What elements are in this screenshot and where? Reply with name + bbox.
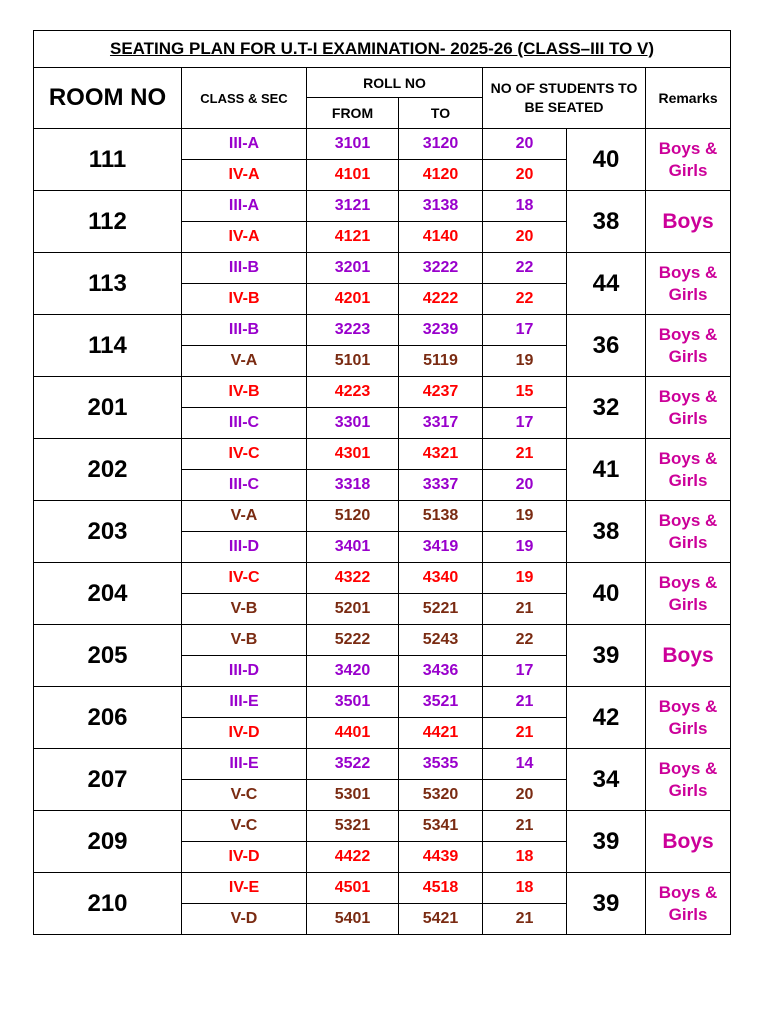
- header-no-of-students: NO OF STUDENTS TO BE SEATED: [483, 68, 646, 129]
- roll-from: 4301: [307, 439, 399, 470]
- roll-to: 4421: [399, 718, 483, 749]
- student-count: 20: [483, 129, 567, 160]
- room-remarks: Boys & Girls: [646, 253, 731, 315]
- roll-to: 4120: [399, 160, 483, 191]
- student-count: 20: [483, 222, 567, 253]
- room-remarks: Boys & Girls: [646, 315, 731, 377]
- roll-to: 4340: [399, 563, 483, 594]
- student-count: 19: [483, 563, 567, 594]
- roll-to: 5320: [399, 780, 483, 811]
- class-section: V-D: [182, 904, 307, 935]
- roll-from: 3223: [307, 315, 399, 346]
- student-count: 21: [483, 718, 567, 749]
- roll-from: 5321: [307, 811, 399, 842]
- class-section: III-E: [182, 749, 307, 780]
- title-row: [34, 31, 731, 68]
- class-section: IV-B: [182, 284, 307, 315]
- seating-plan-table: [33, 30, 731, 935]
- student-count: 17: [483, 315, 567, 346]
- room-remarks: Boys & Girls: [646, 439, 731, 501]
- student-count: 21: [483, 811, 567, 842]
- student-count: 15: [483, 377, 567, 408]
- roll-from: 3201: [307, 253, 399, 284]
- class-section: III-B: [182, 315, 307, 346]
- table-row: [34, 873, 731, 904]
- roll-to: 4321: [399, 439, 483, 470]
- roll-to: 5341: [399, 811, 483, 842]
- roll-to: 3120: [399, 129, 483, 160]
- table-row: [34, 749, 731, 780]
- roll-to: 5243: [399, 625, 483, 656]
- room-number: 206: [34, 687, 182, 749]
- roll-from: 4401: [307, 718, 399, 749]
- roll-from: 3501: [307, 687, 399, 718]
- room-remarks: Boys: [646, 625, 731, 687]
- class-section: IV-A: [182, 160, 307, 191]
- table-row: [34, 129, 731, 160]
- class-section: IV-A: [182, 222, 307, 253]
- header-roll-no: ROLL NO: [307, 68, 483, 98]
- room-remarks: Boys & Girls: [646, 873, 731, 935]
- room-total: 38: [567, 501, 646, 563]
- table-row: [34, 811, 731, 842]
- student-count: 21: [483, 594, 567, 625]
- roll-to: 3138: [399, 191, 483, 222]
- student-count: 20: [483, 470, 567, 501]
- roll-from: 5222: [307, 625, 399, 656]
- roll-from: 3522: [307, 749, 399, 780]
- room-number: 114: [34, 315, 182, 377]
- roll-to: 4140: [399, 222, 483, 253]
- student-count: 14: [483, 749, 567, 780]
- student-count: 19: [483, 532, 567, 563]
- table-row: [34, 191, 731, 222]
- class-section: IV-C: [182, 563, 307, 594]
- room-total: 39: [567, 873, 646, 935]
- room-total: 40: [567, 129, 646, 191]
- roll-from: 4501: [307, 873, 399, 904]
- roll-from: 4422: [307, 842, 399, 873]
- roll-from: 4322: [307, 563, 399, 594]
- room-total: 42: [567, 687, 646, 749]
- class-section: III-C: [182, 408, 307, 439]
- header-remarks: Remarks: [646, 68, 731, 129]
- table-row: [34, 563, 731, 594]
- roll-to: 3535: [399, 749, 483, 780]
- table-row: [34, 253, 731, 284]
- roll-from: 5101: [307, 346, 399, 377]
- room-number: 204: [34, 563, 182, 625]
- student-count: 17: [483, 656, 567, 687]
- room-number: 203: [34, 501, 182, 563]
- class-section: V-A: [182, 501, 307, 532]
- roll-from: 4201: [307, 284, 399, 315]
- roll-from: 3318: [307, 470, 399, 501]
- student-count: 19: [483, 501, 567, 532]
- student-count: 21: [483, 904, 567, 935]
- class-section: III-D: [182, 532, 307, 563]
- class-section: V-C: [182, 780, 307, 811]
- page-title: SEATING PLAN FOR U.T-I EXAMINATION- 2025-26 (CLASS–III TO V): [34, 31, 731, 68]
- table-row: [34, 439, 731, 470]
- roll-to: 5421: [399, 904, 483, 935]
- room-total: 32: [567, 377, 646, 439]
- header-from: FROM: [307, 98, 399, 129]
- class-section: III-A: [182, 129, 307, 160]
- table-row: [34, 501, 731, 532]
- room-number: 112: [34, 191, 182, 253]
- seating-plan-body: [34, 31, 731, 935]
- class-section: III-D: [182, 656, 307, 687]
- header-class-sec: CLASS & SEC: [182, 68, 307, 129]
- room-number: 113: [34, 253, 182, 315]
- student-count: 20: [483, 160, 567, 191]
- room-remarks: Boys & Girls: [646, 563, 731, 625]
- header-room-no: ROOM NO: [34, 68, 182, 129]
- class-section: IV-E: [182, 873, 307, 904]
- room-remarks: Boys & Girls: [646, 749, 731, 811]
- room-remarks: Boys & Girls: [646, 377, 731, 439]
- roll-to: 5119: [399, 346, 483, 377]
- roll-from: 3101: [307, 129, 399, 160]
- student-count: 22: [483, 253, 567, 284]
- room-number: 210: [34, 873, 182, 935]
- student-count: 18: [483, 191, 567, 222]
- roll-from: 3121: [307, 191, 399, 222]
- roll-to: 4237: [399, 377, 483, 408]
- room-total: 34: [567, 749, 646, 811]
- roll-to: 3239: [399, 315, 483, 346]
- roll-from: 3420: [307, 656, 399, 687]
- roll-to: 4518: [399, 873, 483, 904]
- roll-to: 5221: [399, 594, 483, 625]
- class-section: IV-D: [182, 718, 307, 749]
- room-remarks: Boys & Girls: [646, 129, 731, 191]
- roll-to: 4439: [399, 842, 483, 873]
- room-total: 40: [567, 563, 646, 625]
- student-count: 19: [483, 346, 567, 377]
- room-total: 39: [567, 811, 646, 873]
- roll-from: 4101: [307, 160, 399, 191]
- roll-to: 3436: [399, 656, 483, 687]
- student-count: 21: [483, 439, 567, 470]
- room-total: 36: [567, 315, 646, 377]
- class-section: IV-D: [182, 842, 307, 873]
- table-row: [34, 315, 731, 346]
- roll-from: 3301: [307, 408, 399, 439]
- roll-to: 4222: [399, 284, 483, 315]
- class-section: III-E: [182, 687, 307, 718]
- table-row: [34, 687, 731, 718]
- student-count: 18: [483, 842, 567, 873]
- room-number: 111: [34, 129, 182, 191]
- student-count: 17: [483, 408, 567, 439]
- student-count: 18: [483, 873, 567, 904]
- class-section: III-B: [182, 253, 307, 284]
- roll-from: 5201: [307, 594, 399, 625]
- room-number: 209: [34, 811, 182, 873]
- class-section: IV-B: [182, 377, 307, 408]
- table-row: [34, 377, 731, 408]
- roll-to: 3337: [399, 470, 483, 501]
- class-section: III-A: [182, 191, 307, 222]
- class-section: V-B: [182, 594, 307, 625]
- room-remarks: Boys: [646, 191, 731, 253]
- roll-from: 5401: [307, 904, 399, 935]
- roll-to: 3521: [399, 687, 483, 718]
- roll-from: 5301: [307, 780, 399, 811]
- room-number: 207: [34, 749, 182, 811]
- room-total: 38: [567, 191, 646, 253]
- room-number: 201: [34, 377, 182, 439]
- class-section: IV-C: [182, 439, 307, 470]
- room-total: 41: [567, 439, 646, 501]
- roll-from: 5120: [307, 501, 399, 532]
- roll-from: 4121: [307, 222, 399, 253]
- room-remarks: Boys & Girls: [646, 687, 731, 749]
- roll-to: 3419: [399, 532, 483, 563]
- room-number: 202: [34, 439, 182, 501]
- roll-from: 3401: [307, 532, 399, 563]
- class-section: III-C: [182, 470, 307, 501]
- roll-to: 3222: [399, 253, 483, 284]
- header-to: TO: [399, 98, 483, 129]
- class-section: V-C: [182, 811, 307, 842]
- room-remarks: Boys: [646, 811, 731, 873]
- student-count: 21: [483, 687, 567, 718]
- student-count: 22: [483, 284, 567, 315]
- roll-to: 3317: [399, 408, 483, 439]
- roll-to: 5138: [399, 501, 483, 532]
- room-number: 205: [34, 625, 182, 687]
- roll-from: 4223: [307, 377, 399, 408]
- class-section: V-A: [182, 346, 307, 377]
- header-row: [34, 68, 731, 98]
- room-total: 44: [567, 253, 646, 315]
- student-count: 22: [483, 625, 567, 656]
- room-total: 39: [567, 625, 646, 687]
- class-section: V-B: [182, 625, 307, 656]
- student-count: 20: [483, 780, 567, 811]
- table-row: [34, 625, 731, 656]
- room-remarks: Boys & Girls: [646, 501, 731, 563]
